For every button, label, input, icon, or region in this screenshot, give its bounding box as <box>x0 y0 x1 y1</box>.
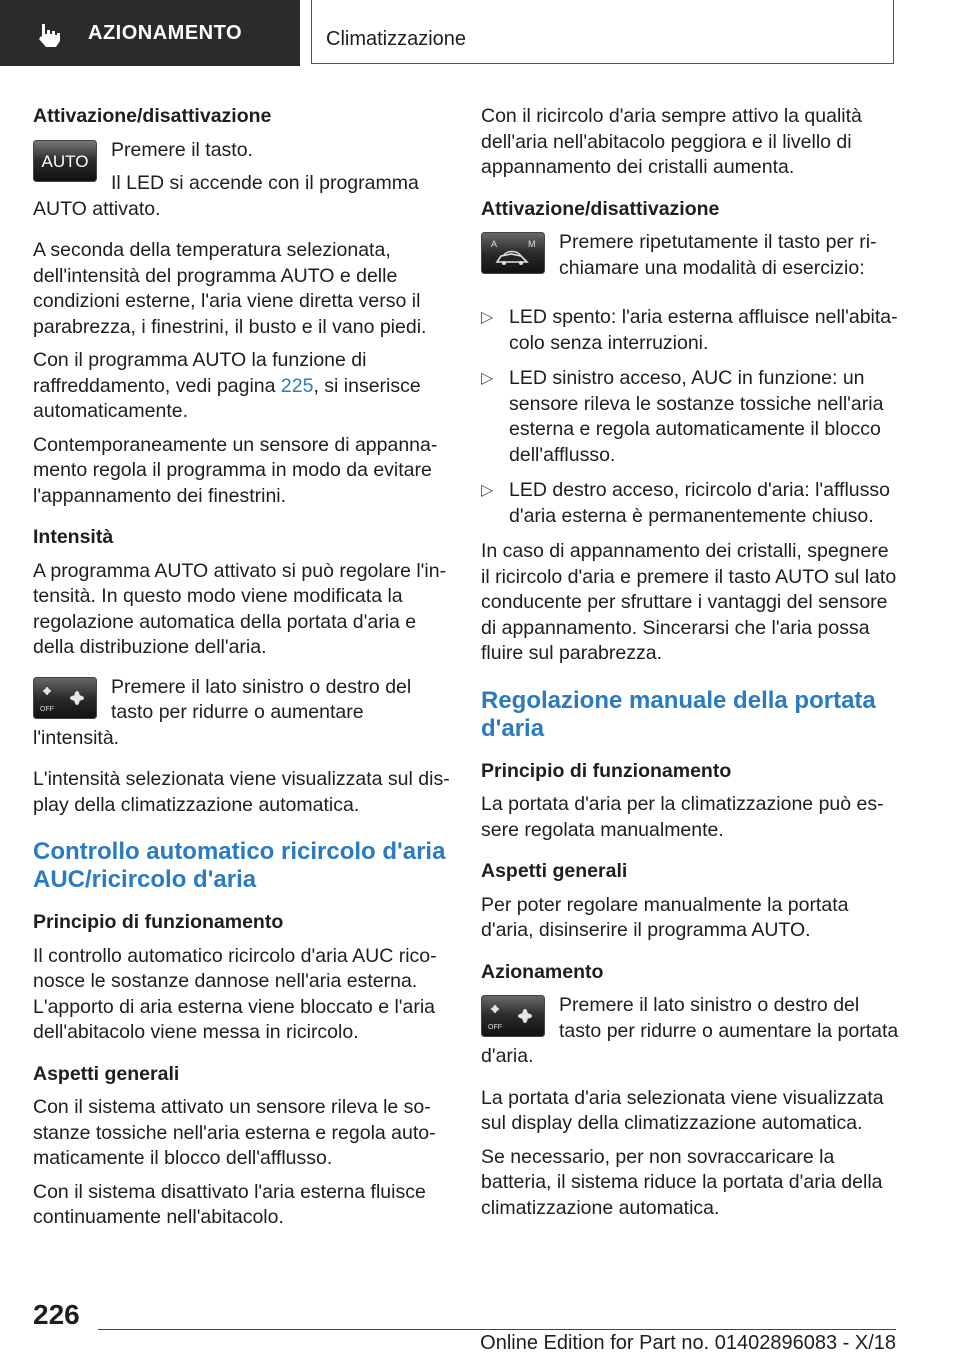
paragraph-recirculation: Con il ricircolo d'aria sempre attivo la qualità dell'aria nell'abitacolo peggiora e il livello di appannamento dei cristalli aumenta. <box>481 105 862 178</box>
right-column <box>481 104 899 1229</box>
subheading-intensity: Intensità <box>33 526 114 548</box>
heading-manual-airflow: Regolazione manuale della portata d'aria <box>481 686 876 742</box>
fan-instruction: Premere il lato sinistro o destro del tasto per ridurre o aumentare l'intensità. <box>33 675 412 749</box>
mode-list <box>481 305 899 529</box>
cooling-text-a: Con il programma AUTO la funzione di raffreddamento, vedi pagina <box>33 349 367 397</box>
section-title: AZIONAMENTO <box>88 22 243 44</box>
chapter-tab <box>311 0 894 64</box>
fan-off-label: OFF <box>40 705 54 713</box>
paragraph-cooling <box>33 348 451 425</box>
paragraph-principle: Il controllo automatico ricircolo d'aria AUC riconosce le sostanze dannose nell'aria esterna. L'apporto di aria esterna viene bloccato e l'aria dell'abitacolo viene messa in ricircolo. <box>33 944 437 1043</box>
paragraph-general-right: Per poter regolare manualmente la portata d'aria, disinserire il programma AUTO. <box>481 893 849 941</box>
list-item-text: LED destro acceso, ricircolo d'aria: l'afflusso d'aria esterna è permanentemente chiuso. <box>509 479 891 527</box>
fan-instruction-right: Premere il lato sinistro o destro del tasto per ridurre o aumentare la portata d'aria. <box>481 994 899 1067</box>
am-instruction: Premere ripetutamente il tasto per richiamare una modalità di esercizio: <box>559 231 877 279</box>
am-button-block <box>481 230 899 289</box>
paragraph-fog: Contemporaneamente un sensore di appannamento regola il programma in modo da evitare l'appannamento dei finestrini. <box>33 433 438 507</box>
list-item-text: LED sinistro acceso, AUC in funzione: un sensore rileva le sostanze tossiche nell'aria esterna e regola automaticamente il blocco dell'afflusso. <box>509 367 884 466</box>
auto-button-label: AUTO <box>41 151 89 171</box>
triangle-bullet-icon: ▷ <box>481 309 494 326</box>
subheading-activation-right: Attivazione/disattivazione <box>481 197 720 220</box>
footer-divider <box>98 1329 896 1330</box>
page-number: 226 <box>33 1299 80 1330</box>
footer-edition: Online Edition for Part no. 01402896083 - X/18 <box>480 1332 896 1354</box>
subheading-general-right: Aspetti generali <box>481 860 628 882</box>
paragraph-battery: Se necessario, per non sovraccaricare la batteria, il sistema riduce la portata d'aria della climatizzazione automatica. <box>481 1145 883 1219</box>
fan-button-icon <box>481 995 545 1037</box>
auto-button-icon <box>33 140 97 182</box>
auto-instruction: Premere il tasto. <box>111 138 253 161</box>
subheading-operation: Azionamento <box>481 960 604 983</box>
left-column <box>33 104 451 1239</box>
fan-button-block-right <box>481 993 899 1078</box>
am-label-m: M <box>528 239 536 249</box>
paragraph-general-1: Con il sistema attivato un sensore rileva le sostanze tossiche nell'aria esterna e regola automaticamente il blocco dell'afflusso. <box>33 1096 436 1169</box>
paragraph-display: L'intensità selezionata viene visualizzata sul display della climatizzazione automatica. <box>33 768 450 816</box>
chapter-title: Climatizzazione <box>326 28 467 50</box>
heading-auc: Controllo automatico ricircolo d'aria AUC/ricircolo d'aria <box>33 838 446 893</box>
subheading-activation: Attivazione/disattivazione <box>33 105 272 127</box>
section-tab <box>0 0 300 66</box>
am-label-a: A <box>491 239 498 249</box>
list-item <box>481 366 899 468</box>
paragraph-principle-right: La portata d'aria per la climatizzazione può essere regolata manualmente. <box>481 793 884 841</box>
hand-pointer-icon <box>36 20 66 48</box>
list-item <box>481 305 899 356</box>
subheading-principle-right: Principio di funzionamento <box>481 759 732 782</box>
list-item <box>481 478 899 529</box>
auto-button-block <box>33 138 451 231</box>
triangle-bullet-icon: ▷ <box>481 482 494 499</box>
fan-button-block <box>33 675 451 760</box>
triangle-bullet-icon: ▷ <box>481 370 494 387</box>
list-item-text: LED spento: l'aria esterna affluisce nell'abitacolo senza interruzioni. <box>509 306 898 354</box>
subheading-general: Aspetti generali <box>33 1062 180 1085</box>
auto-led-text: Il LED si accende con il programma AUTO attivato. <box>33 172 419 220</box>
paragraph-fog-right: In caso di appannamento dei cristalli, spegnere il ricircolo d'aria e premere il tasto AUTO sul lato conducente per sfruttare i vantaggi del sensore di appannamento. Sincerarsi che l'aria possa fluire sul parabrezza. <box>481 540 897 664</box>
page-link-225[interactable]: 225 <box>280 374 314 397</box>
paragraph-intensity: A programma AUTO attivato si può regolare l'intensità. In questo modo viene modificata la regolazione automatica della portata d'aria e della distribuzione dell'aria. <box>33 559 447 658</box>
paragraph-general-2: Con il sistema disattivato l'aria esterna fluisce continuamente nell'abitacolo. <box>33 1180 426 1228</box>
fan-button-icon <box>33 677 97 719</box>
recirculation-button-icon <box>481 232 545 274</box>
paragraph-temperature: A seconda della temperatura selezionata, dell'intensità del programma AUTO e delle condizioni esterne, l'aria viene diretta verso il parabrezza, i finestrini, il busto e il vano piedi. <box>33 239 427 338</box>
cooling-text-b: , si inserisce automaticamente. <box>33 374 421 422</box>
subheading-principle: Principio di funzionamento <box>33 911 284 933</box>
fan-off-label: OFF <box>488 1024 502 1031</box>
paragraph-display-right: La portata d'aria selezionata viene visualizzata sul display della climatizzazione automatica. <box>481 1086 884 1134</box>
